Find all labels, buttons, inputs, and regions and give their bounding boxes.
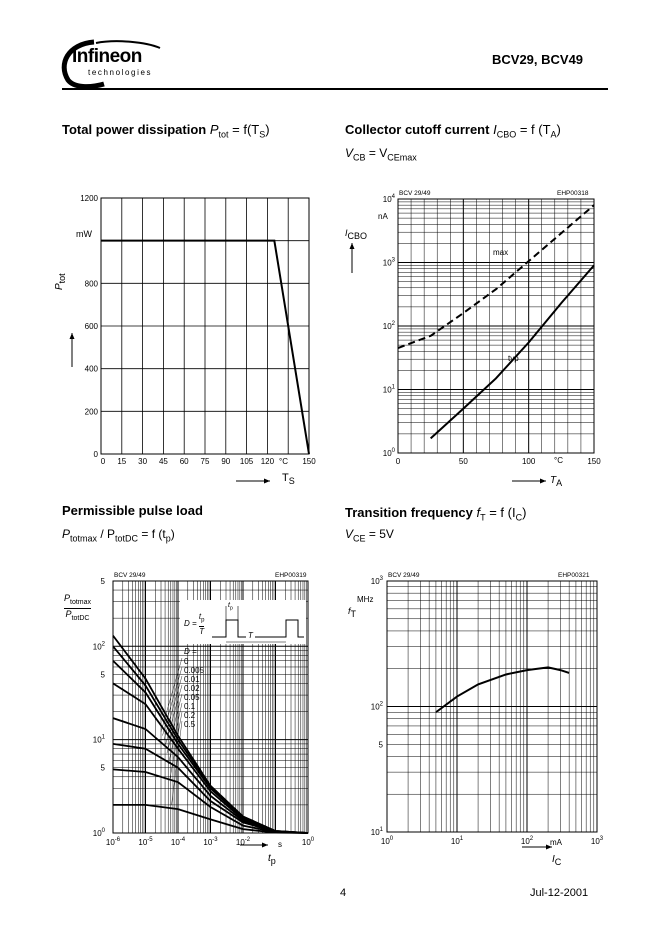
chart2-series-typ-label: typ [508, 354, 519, 363]
chart3-legend-item: 0.01 [184, 675, 200, 684]
chart3-part-label: BCV 29/49 [114, 572, 146, 579]
chart2-code: EHP00318 [557, 190, 589, 197]
chart3-y-tick-label: 5 [100, 670, 105, 680]
chart3-legend-item: 0.005 [184, 666, 205, 675]
chart2-series-max-label: max [493, 248, 509, 257]
chart4-y-tick-label: $10^2$ [370, 701, 383, 712]
chart2-y-arrow-head [350, 243, 355, 249]
chart3-y-tick-label: 5 [100, 763, 105, 773]
chart1-xlabel: $T_S$ [282, 472, 295, 487]
chart3-subtitle: $P_{totmax} / P_{totDC} = f$ $(t_p)$ [62, 527, 175, 544]
chart1-x-tick-label: 45 [158, 457, 168, 466]
chart1-y-tick-label: 0 [93, 450, 98, 459]
chart1-x-tick-label: 60 [179, 457, 189, 466]
chart1-x-tick-label: 90 [221, 457, 231, 466]
chart2-xlabel: $T_A$ [550, 475, 563, 488]
chart1-ylabel: $P_{tot}$ [54, 273, 67, 290]
chart3-period-label: T [248, 631, 253, 640]
chart2-yunit: nA [378, 212, 388, 221]
chart3-tp-label: $t_p$ [228, 602, 233, 612]
chart3-y-tick-label: $10^1$ [92, 734, 105, 745]
chart3-y-tick-label: 5 [100, 577, 105, 586]
logo-brand-text: Infineon [72, 46, 142, 67]
chart4-xlabel: $I_C$ [552, 854, 562, 867]
chart3-xlabel: $t_p$ [268, 853, 276, 866]
chart3-x-tick-label: $10^{-3}$ [203, 837, 218, 847]
chart3-legend-item: 0.1 [184, 702, 196, 711]
logo-sub-text: technologies [88, 68, 153, 77]
chart2-xunit: °C [554, 456, 563, 465]
chart4-code: EHP00321 [558, 572, 590, 579]
chart3-legend-item: 0.2 [184, 711, 196, 720]
chart3-legend-item: 0.05 [184, 693, 200, 702]
chart3-y-tick-label: $10^2$ [92, 641, 105, 652]
chart3-ylabel: $P_{totmax}$ $P_{totDC}$ [64, 593, 92, 622]
chart4-part-label: BCV 29/49 [388, 572, 420, 579]
chart2-y-tick-label: $10^3$ [382, 257, 395, 268]
chart3-legend-item: 0.5 [184, 720, 196, 729]
chart2-y-tick-label: $10^1$ [382, 384, 395, 395]
chart4-y-tick-label: $10^1$ [370, 827, 383, 837]
chart4-title: Transition frequency $f_T = f$ $(I_C)$ [345, 505, 527, 523]
chart3-code: EHP00319 [275, 572, 307, 579]
chart2-x-tick-label: 100 [521, 457, 536, 466]
chart2-part-label: BCV 29/49 [399, 190, 431, 197]
chart3-legend-title: D = [184, 647, 197, 656]
chart1-x-arrow-head [264, 479, 270, 484]
chart1-x-tick-label: 0 [100, 457, 106, 466]
chart1-xunit: °C [279, 457, 288, 466]
chart1-y-arrow-head [70, 333, 75, 339]
chart1-x-tick-label: 105 [239, 457, 254, 466]
chart1-x-tick-label: 15 [117, 457, 127, 466]
chart3-x-tick-label: $10^{-4}$ [170, 837, 186, 847]
chart3-legend-item: 0 [184, 657, 189, 666]
chart4-series-line [436, 667, 569, 712]
chart3-duty-formula: D = $\frac{t_p}{T}$ [184, 612, 205, 636]
chart4-x-tick-label: $10^0$ [380, 836, 394, 846]
chart4-yunit: MHz [357, 595, 374, 604]
chart3-x-tick-label: $10^0$ [301, 837, 315, 847]
page-number: 4 [340, 887, 347, 899]
chart4-xunit: mA [550, 838, 562, 847]
chart2-x-tick-label: 50 [458, 457, 468, 466]
chart1-x-tick-label: 120 [260, 457, 275, 466]
chart3-x-tick-label: $10^{-6}$ [105, 837, 121, 847]
chart3-xunit: s [278, 840, 282, 849]
chart1-y-tick-label: 200 [84, 407, 98, 417]
chart4-subtitle: $V_{CE} = 5V$ [345, 527, 394, 544]
chart4-x-tick-label: $10^2$ [520, 836, 534, 846]
chart3-title: Permissible pulse load [62, 503, 203, 518]
footer-date: Jul-12-2001 [530, 887, 589, 899]
chart1-yunit: mW [76, 229, 92, 239]
chart4-y-tick-label: 5 [378, 740, 383, 750]
chart3-x-tick-label: $10^{-2}$ [235, 837, 251, 847]
chart2-y-tick-label: $10^0$ [382, 448, 395, 458]
chart3-x-arrow-head [262, 843, 268, 848]
chart1-x-tick-label: 75 [200, 457, 210, 466]
chart3-y-tick-label: $10^0$ [92, 828, 105, 838]
chart4-x-tick-label: $10^1$ [450, 836, 464, 846]
chart1-x-tick-label: 150 [302, 457, 316, 466]
chart1-y-tick-label: 1200 [80, 194, 98, 203]
chart2-series-typ [431, 265, 594, 438]
chart2-x-tick-label: 0 [395, 457, 401, 466]
chart1-y-tick-label: 600 [84, 322, 98, 331]
chart2-y-tick-label: $10^2$ [382, 321, 395, 331]
chart2-y-tick-label: $10^4$ [382, 194, 395, 204]
chart2-x-arrow-head [540, 479, 546, 484]
chart1-y-tick-label: 800 [84, 279, 98, 289]
chart2-ylabel: $I_{CBO}$ [345, 228, 368, 241]
chart3-legend-item: 0.02 [184, 684, 200, 693]
chart1-title: Total power dissipation $P_{tot} = f(T_S)$ [62, 122, 270, 140]
chart3-legend [184, 657, 204, 729]
chart4-x-tick-label: $10^3$ [590, 836, 604, 846]
chart2-subtitle: $V_{CB} = V_{CEmax}$ [345, 146, 417, 163]
chart2-title: Collector cutoff current $I_{CBO} = f$ $(T_A)$ [345, 122, 561, 140]
chart3-x-tick-label: $10^{-5}$ [138, 837, 153, 847]
chart4-ylabel: $f_T$ [348, 606, 357, 619]
chart1-y-tick-label: 400 [84, 364, 98, 374]
part-number-heading: BCV29, BCV49 [492, 52, 584, 67]
chart1-x-tick-label: 30 [138, 457, 148, 466]
chart4-y-tick-label: $10^3$ [370, 576, 383, 586]
chart2-x-tick-label: 150 [587, 457, 601, 466]
